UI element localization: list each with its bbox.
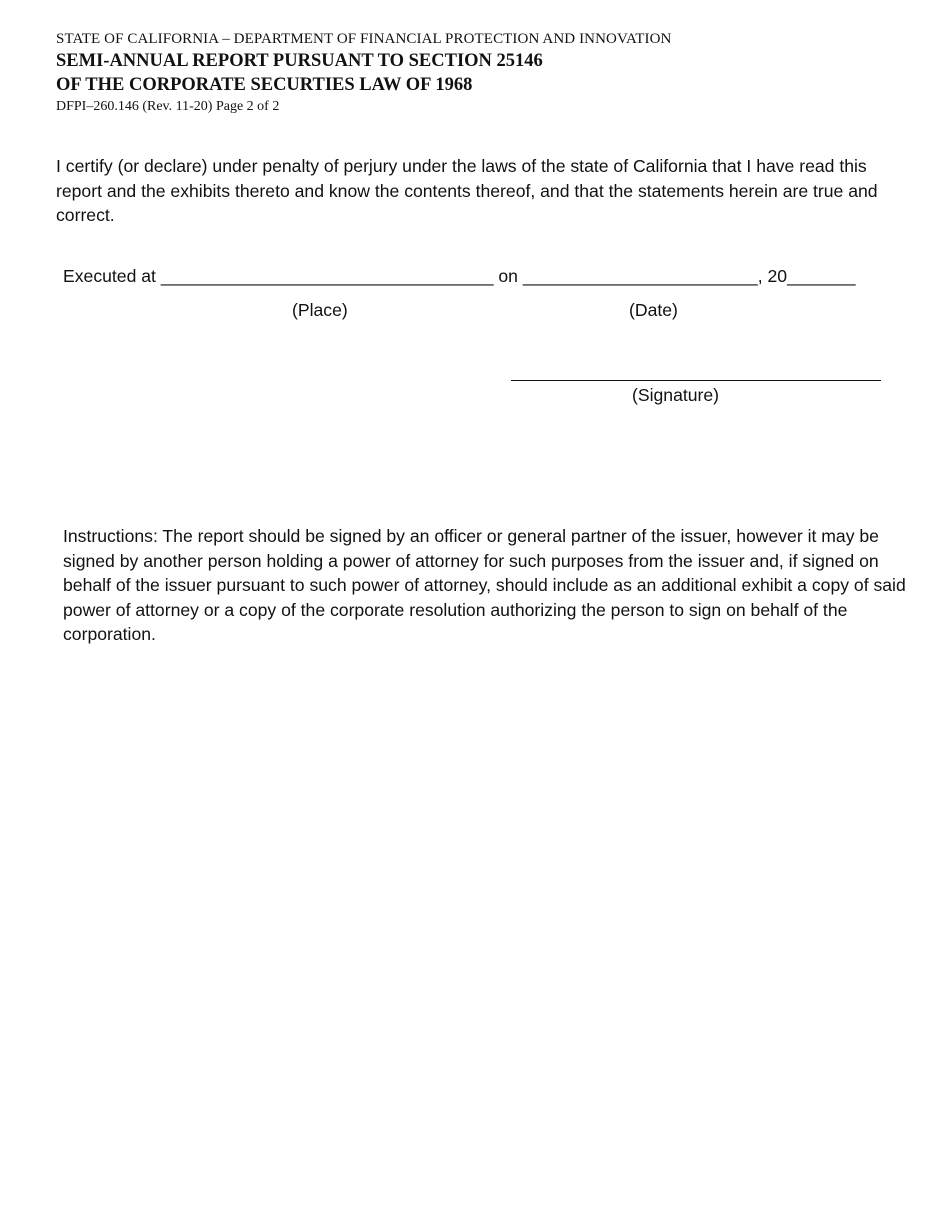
- form-title-line-2: OF THE CORPORATE SECURTIES LAW OF 1968: [56, 75, 473, 95]
- executed-at-label: Executed at: [63, 266, 161, 286]
- instructions-text: Instructions: The report should be signed by an officer or general partner of the issuer, however it may be signed by another person holding a power of attorney for such purposes from the issuer and, if signed on behalf of the issuer pursuant to such power of attorney, should include as an additional exhibit a copy of said power of attorney or a copy of the corporate resolution authorizing the person to sign on behalf of the corporation.: [63, 526, 906, 644]
- form-title-line-1: SEMI-ANNUAL REPORT PURSUANT TO SECTION 25146: [56, 51, 543, 71]
- year-field[interactable]: _______: [787, 266, 856, 286]
- agency-name: STATE OF CALIFORNIA – DEPARTMENT OF FINANCIAL PROTECTION AND INNOVATION: [56, 31, 672, 47]
- place-caption: (Place): [292, 300, 348, 320]
- signature-field[interactable]: [511, 380, 881, 381]
- certification-statement: I certify (or declare) under penalty of perjury under the laws of the state of California that I have read this report and the exhibits thereto and know the contents thereof, and that the statements herein are true and correct.: [56, 156, 878, 225]
- place-field[interactable]: __________________________________: [160, 266, 494, 286]
- signature-caption: (Signature): [632, 385, 720, 405]
- date-field[interactable]: ________________________: [522, 266, 758, 286]
- on-label: on: [493, 266, 523, 286]
- year-label: , 20: [757, 266, 788, 286]
- execution-line: [63, 264, 933, 289]
- form-identifier: DFPI–260.146 (Rev. 11-20) Page 2 of 2: [56, 99, 280, 114]
- date-caption: (Date): [629, 300, 678, 320]
- form-header: [56, 29, 916, 116]
